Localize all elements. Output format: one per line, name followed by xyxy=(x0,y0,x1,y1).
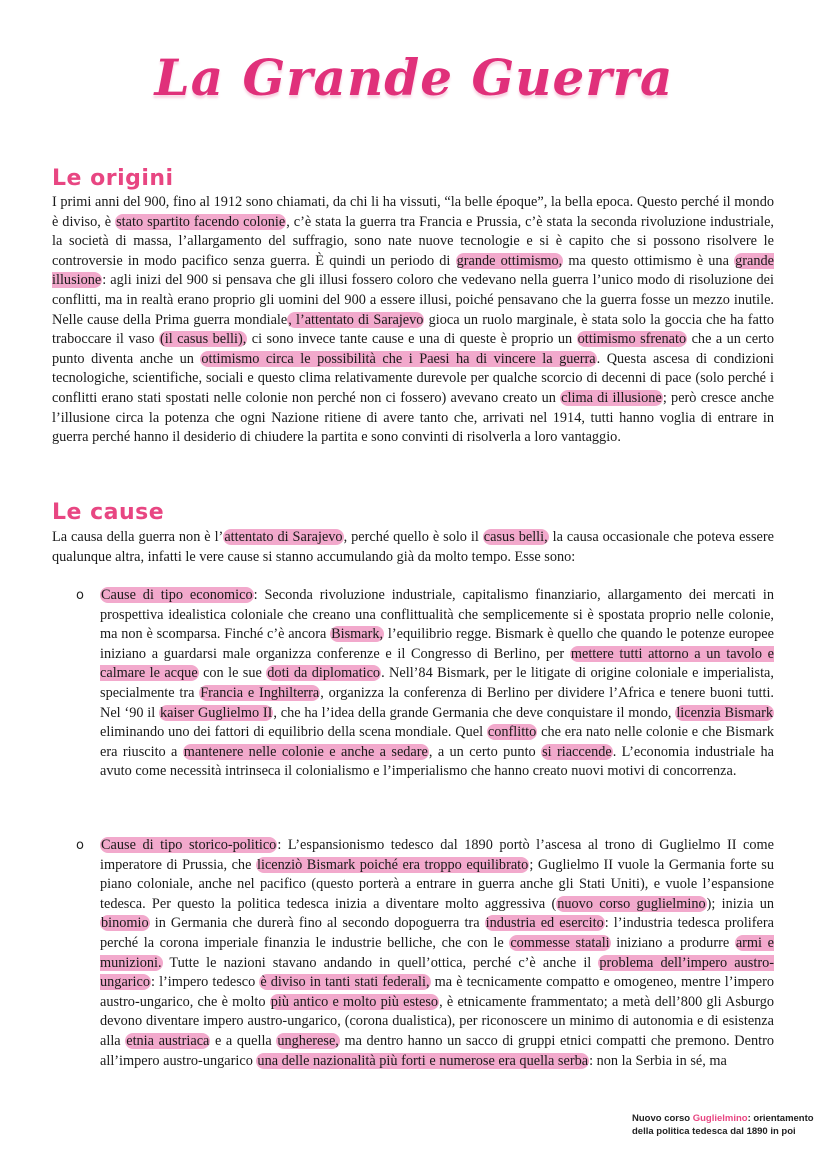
highlight: Francia e Inghilterra xyxy=(200,684,320,701)
paragraph-origini: I primi anni del 900, fino al 1912 sono chiamati, da chi li ha vissuti, “la belle époque”, la bella epoca. Questo perché il mondo è diviso, è stato spartito facendo colonie, c’è stata la guerra tra Francia e Prussia, c’è stata la seconda rivoluzione industriale, la società di massa, l’allargamento del suffragio, sono nate nuove tecnologie e si è capito che si possono risolvere le controversie in modo pacifico senza guerra. È quindi un periodo di grande ottimismo, ma questo ottimismo è una grande illusione: agli inizi del 900 si pensava che gli illusi fossero coloro che vedevano nella guerra l’unico modo di risoluzione dei conflitti, ma in realtà erano proprio gli uomini del 900 a essere illusi, poiché pensavano che la guerra fosse un mezzo inutile. Nelle cause della Prima guerra mondiale, l’attentato di Sarajevo gioca un ruolo marginale, è stata solo la goccia che ha fatto traboccare il vaso (il casus belli), ci sono invece tante cause e una di queste è proprio un ottimismo sfrenato che a un certo punto diventa anche un ottimismo circa le possibilità che i Paesi ha di vincere la guerra. Questa ascesa di condizioni tecnologiche, scientifiche, sociali e questo clima relativamente durevole per qualche scorcio di decenni di pace (solo perché i conflitti erano stati spostati nelle colonie non perché non ci fossero) avevano creato un clima di illusione; però cresce anche l’illusione circa la potenza che ogni Nazione ritiene di avere tanto che, arrivati nel 1914, tutti hanno voglia di entrare in guerra perché hanno il desiderio di chiudere la partita e sono convinti di risolverla a loro vantaggio. xyxy=(52,194,774,446)
list-item-historical-political: Cause di tipo storico-politico: L’espansionismo tedesco dal 1890 portò l’ascesa al trono di Guglielmo II come imperatore di Prussia, che licenziò Bismark poiché era troppo equilibrato; Guglielmo II vuole la Germania forte su piano coloniale, anche nel pacifico (questo porterà a entrare in guerra anche gli Stati Uniti), e vuole l’espansione tedesca. Per questo la politica tedesca inizia a diventare molto aggressiva (nuovo corso guglielmino); inizia un binomio in Germania che durerà fino al secondo dopoguerra tra industria ed esercito: l’industria tedesca prolifera perché la corona imperiale finanzia le industrie belliche, che con le commesse statali iniziano a produrre armi e munizioni. Tutte le nazioni stavano andando in quell’ottica, perché c’è anche il problema dell’impero austro-ungarico: l’impero tedesco è diviso in tanti stati federali, ma è tecnicamente compatto e omogeneo, mentre l’impero austro-ungarico, che è molto più antico e molto più esteso, è etnicamente frammentato; a metà dell’800 gli Asburgo devono diventare impero austro-ungarico, (corona dualistica), per riconoscere un minimo di autonomia e di esistenza alla etnia austriaca e a quella ungherese, ma dentro hanno un sacco di gruppi etnici compatti che premono. Dentro all’impero austro-ungarico una delle nazionalità più forti e numerose era quella serba: non la Serbia in sé, ma xyxy=(100,837,775,1069)
highlight: nuovo corso guglielmino xyxy=(557,895,706,912)
highlight: licenzia Bismark xyxy=(676,704,773,721)
highlight: mettere tutti attorno a un tavolo e calmare le acque xyxy=(100,645,774,682)
bullet-marker: o xyxy=(76,838,84,853)
highlight: si riaccende xyxy=(542,743,612,760)
highlight: stato spartito facendo colonie xyxy=(116,213,286,230)
list-item-economic: Cause di tipo economico: Seconda rivoluzione industriale, capitalismo finanziario, allargamento dei mercati in prospettiva idealistica coloniale che creano una conflittualità che semplicemente si è spostata proprio nelle colonie, ma non è scomparsa. Finché c’è ancora Bismark, l’equilibrio regge. Bismark è quello che quando le potenze europee iniziano a guardarsi male organizza conferenze e il Congresso di Berlino, per mettere tutti attorno a un tavolo e calmare le acque con le sue doti da diplomatico. Nell’84 Bismark, per le litigate di origine coloniale e imperialista, specialmente tra Francia e Inghilterra, organizza la conferenza di Berlino per dividere l’Africa e tenere buoni tutti. Nel ‘90 il kaiser Guglielmo II, che ha l’idea della grande Germania che deve conquistare il mondo, licenzia Bismark eliminando uno dei fattori di equilibrio della scena mondiale. Quel conflitto che era nato nelle colonie e che Bismark era riuscito a mantenere nelle colonie e anche a sedare, a un certo punto si riaccende. L’economia industriale ha avuto come necessità intrinseca il colonialismo e l’imperialismo che hanno creato nuovi motivi di concorrenza. xyxy=(100,587,775,780)
highlight: conflitto xyxy=(487,724,537,741)
paragraph-cause-intro: La causa della guerra non è l’attentato di Sarajevo, perché quello è solo il casus belli, la causa occasionale che poteva essere qualunque altra, infatti le vere cause si stanno accumulando già da molto tempo. Esse sono: xyxy=(52,529,774,565)
highlight: una delle nazionalità più forti e numerose era quella serba xyxy=(257,1052,589,1069)
highlight: grande illusione xyxy=(52,252,774,289)
highlight: problema dell’impero austro-ungarico xyxy=(100,954,774,991)
highlight: grande ottimismo, xyxy=(456,252,563,269)
highlight: ottimismo circa le possibilità che i Paesi ha di vincere la guerra xyxy=(201,350,596,367)
highlight: licenziò Bismark poiché era troppo equilibrato xyxy=(257,856,529,873)
highlight: ungherese, xyxy=(277,1032,339,1049)
highlight: commesse statali xyxy=(510,934,610,951)
highlight: , l’attentato di Sarajevo xyxy=(288,311,424,328)
highlight: doti da diplomatico xyxy=(267,665,381,682)
page-title: La Grande Guerra xyxy=(154,48,674,107)
highlight: più antico e molto più esteso xyxy=(270,993,439,1010)
note-highlight: Guglielmino xyxy=(692,1113,748,1124)
margin-note: Nuovo corso Guglielmino: orientamento della politica tedesca dal 1890 in poi xyxy=(632,1113,814,1137)
highlight: (il casus belli), xyxy=(160,331,247,348)
highlight: casus belli, xyxy=(483,529,548,545)
highlight: binomio xyxy=(101,915,149,932)
highlight: industria ed esercito xyxy=(485,915,604,932)
highlight: Bismark, xyxy=(331,626,384,643)
highlight: clima di illusione xyxy=(561,389,662,406)
section-heading-cause: Le cause xyxy=(52,500,165,525)
highlight: Cause di tipo economico xyxy=(101,587,253,603)
section-heading-origini: Le origini xyxy=(52,166,174,191)
highlight: attentato di Sarajevo xyxy=(224,529,343,545)
highlight: kaiser Guglielmo II xyxy=(160,704,273,721)
highlight: mantenere nelle colonie e anche a sedare xyxy=(183,743,428,760)
highlight: Cause di tipo storico-politico xyxy=(101,837,277,853)
highlight: è diviso in tanti stati federali, xyxy=(260,974,430,991)
highlight: armi e munizioni. xyxy=(100,934,775,971)
highlight: ottimismo sfrenato xyxy=(577,331,687,348)
bullet-marker: o xyxy=(76,588,84,603)
highlight: etnia austriaca xyxy=(126,1032,210,1049)
